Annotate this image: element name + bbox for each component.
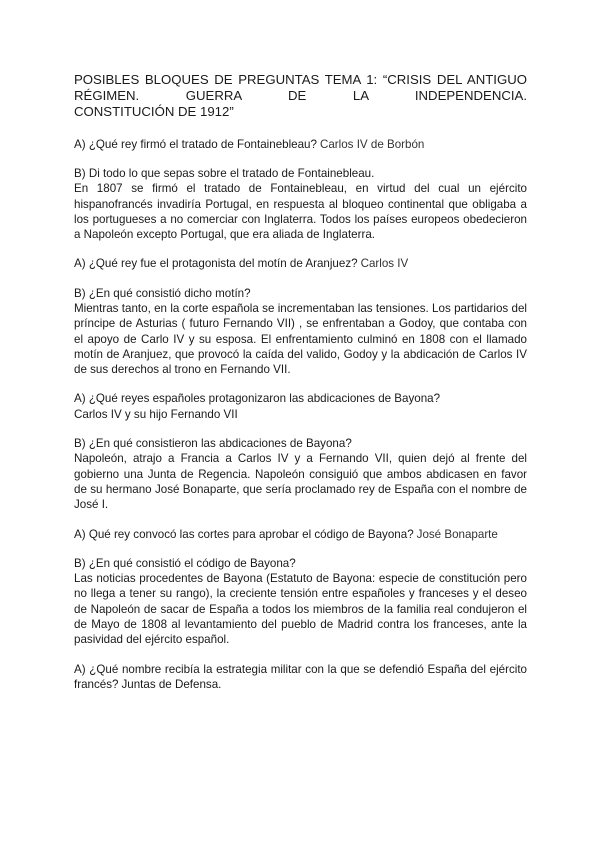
answer-text: Carlos IV de Borbón <box>319 137 425 151</box>
question-text: A) ¿Qué nombre recibía la estrategia militar con la que se defendió España del ejército francés? Juntas de Defensa. <box>74 662 527 691</box>
question-block-9 <box>74 662 527 693</box>
question-block-6 <box>74 436 527 512</box>
question-block-3 <box>74 256 527 271</box>
question-block-1 <box>74 137 527 152</box>
question-block-4 <box>74 286 527 378</box>
answer-text: Juntas de Defensa. <box>121 677 222 691</box>
question-block-8 <box>74 556 527 648</box>
question-text: A) ¿Qué reyes españoles protagonizaron las abdicaciones de Bayona? <box>74 392 441 406</box>
question-text: B) ¿En qué consistió dicho motín? <box>74 286 251 300</box>
document-page <box>74 72 527 706</box>
answer-text: Carlos IV <box>360 257 409 271</box>
title-line-2: CONSTITUCIÓN DE 1912” <box>74 104 234 120</box>
answer-text: José Bonaparte <box>416 527 498 541</box>
question-block-2 <box>74 166 527 242</box>
answer-paragraph: En 1807 se firmó el tratado de Fontainebleau, en virtud del cual un ejército hispanofrancés invadiría Portugal, en respuesta al bloqueo continental que obligaba a los portugueses a no comerciar con Inglaterra. Todos los países europeos obedecieron a Napoleón excepto Portugal, que era aliada de Inglaterra. <box>74 182 527 242</box>
answer-paragraph: Carlos IV y su hijo Fernando VII <box>74 407 238 421</box>
question-text: A) Qué rey convocó las cortes para aprobar el código de Bayona? José Bonaparte <box>74 527 498 541</box>
question-block-7 <box>74 527 527 542</box>
question-text: B) Di todo lo que sepas sobre el tratado de Fontainebleau. <box>74 166 375 180</box>
answer-paragraph: Las noticias procedentes de Bayona (Estatuto de Bayona: especie de constitución pero no llega a tener su rango), la creciente tensión entre españoles y franceses y el deseo de Napoleón de sacar de España a todos los miembros de la familia real condujeron el de Mayo de 1808 al levantamiento del pueblo de Madrid contra los franceses, ante la pasividad del ejército español. <box>74 572 527 647</box>
question-text: A) ¿Qué rey firmó el tratado de Fontainebleau? Carlos IV de Borbón <box>74 137 425 151</box>
answer-paragraph: Napoleón, atrajo a Francia a Carlos IV y a Fernando VII, quien dejó al frente del gobierno una Junta de Regencia. Napoleón consiguió que ambos abdicasen en favor de su hermano José Bonaparte, que sería proclamado rey de España con el nombre de José I. <box>74 452 527 512</box>
question-text: A) ¿Qué rey fue el protagonista del motín de Aranjuez? Carlos IV <box>74 257 409 271</box>
question-block-5 <box>74 391 527 422</box>
question-text: B) ¿En qué consistieron las abdicaciones de Bayona? <box>74 437 352 451</box>
title-line-1: POSIBLES BLOQUES DE PREGUNTAS TEMA 1: “CRISIS DEL ANTIGUO RÉGIMEN. GUERRA DE LA INDEPENDENCIA. <box>74 72 527 104</box>
answer-paragraph: Mientras tanto, en la corte española se incrementaban las tensiones. Los partidarios del príncipe de Asturias ( futuro Fernando VII) , se enfrentaban a Godoy, que contaba con el apoyo de Carlo IV y su esposa. El enfrentamiento culminó en 1808 con el llamado motín de Aranjuez, que provocó la caída del valido, Godoy y la abdicación de Carlos IV de sus derechos al trono en Fernando VII. <box>74 301 527 377</box>
document-title <box>74 72 527 121</box>
question-text: B) ¿En qué consistió el código de Bayona? <box>74 556 296 570</box>
